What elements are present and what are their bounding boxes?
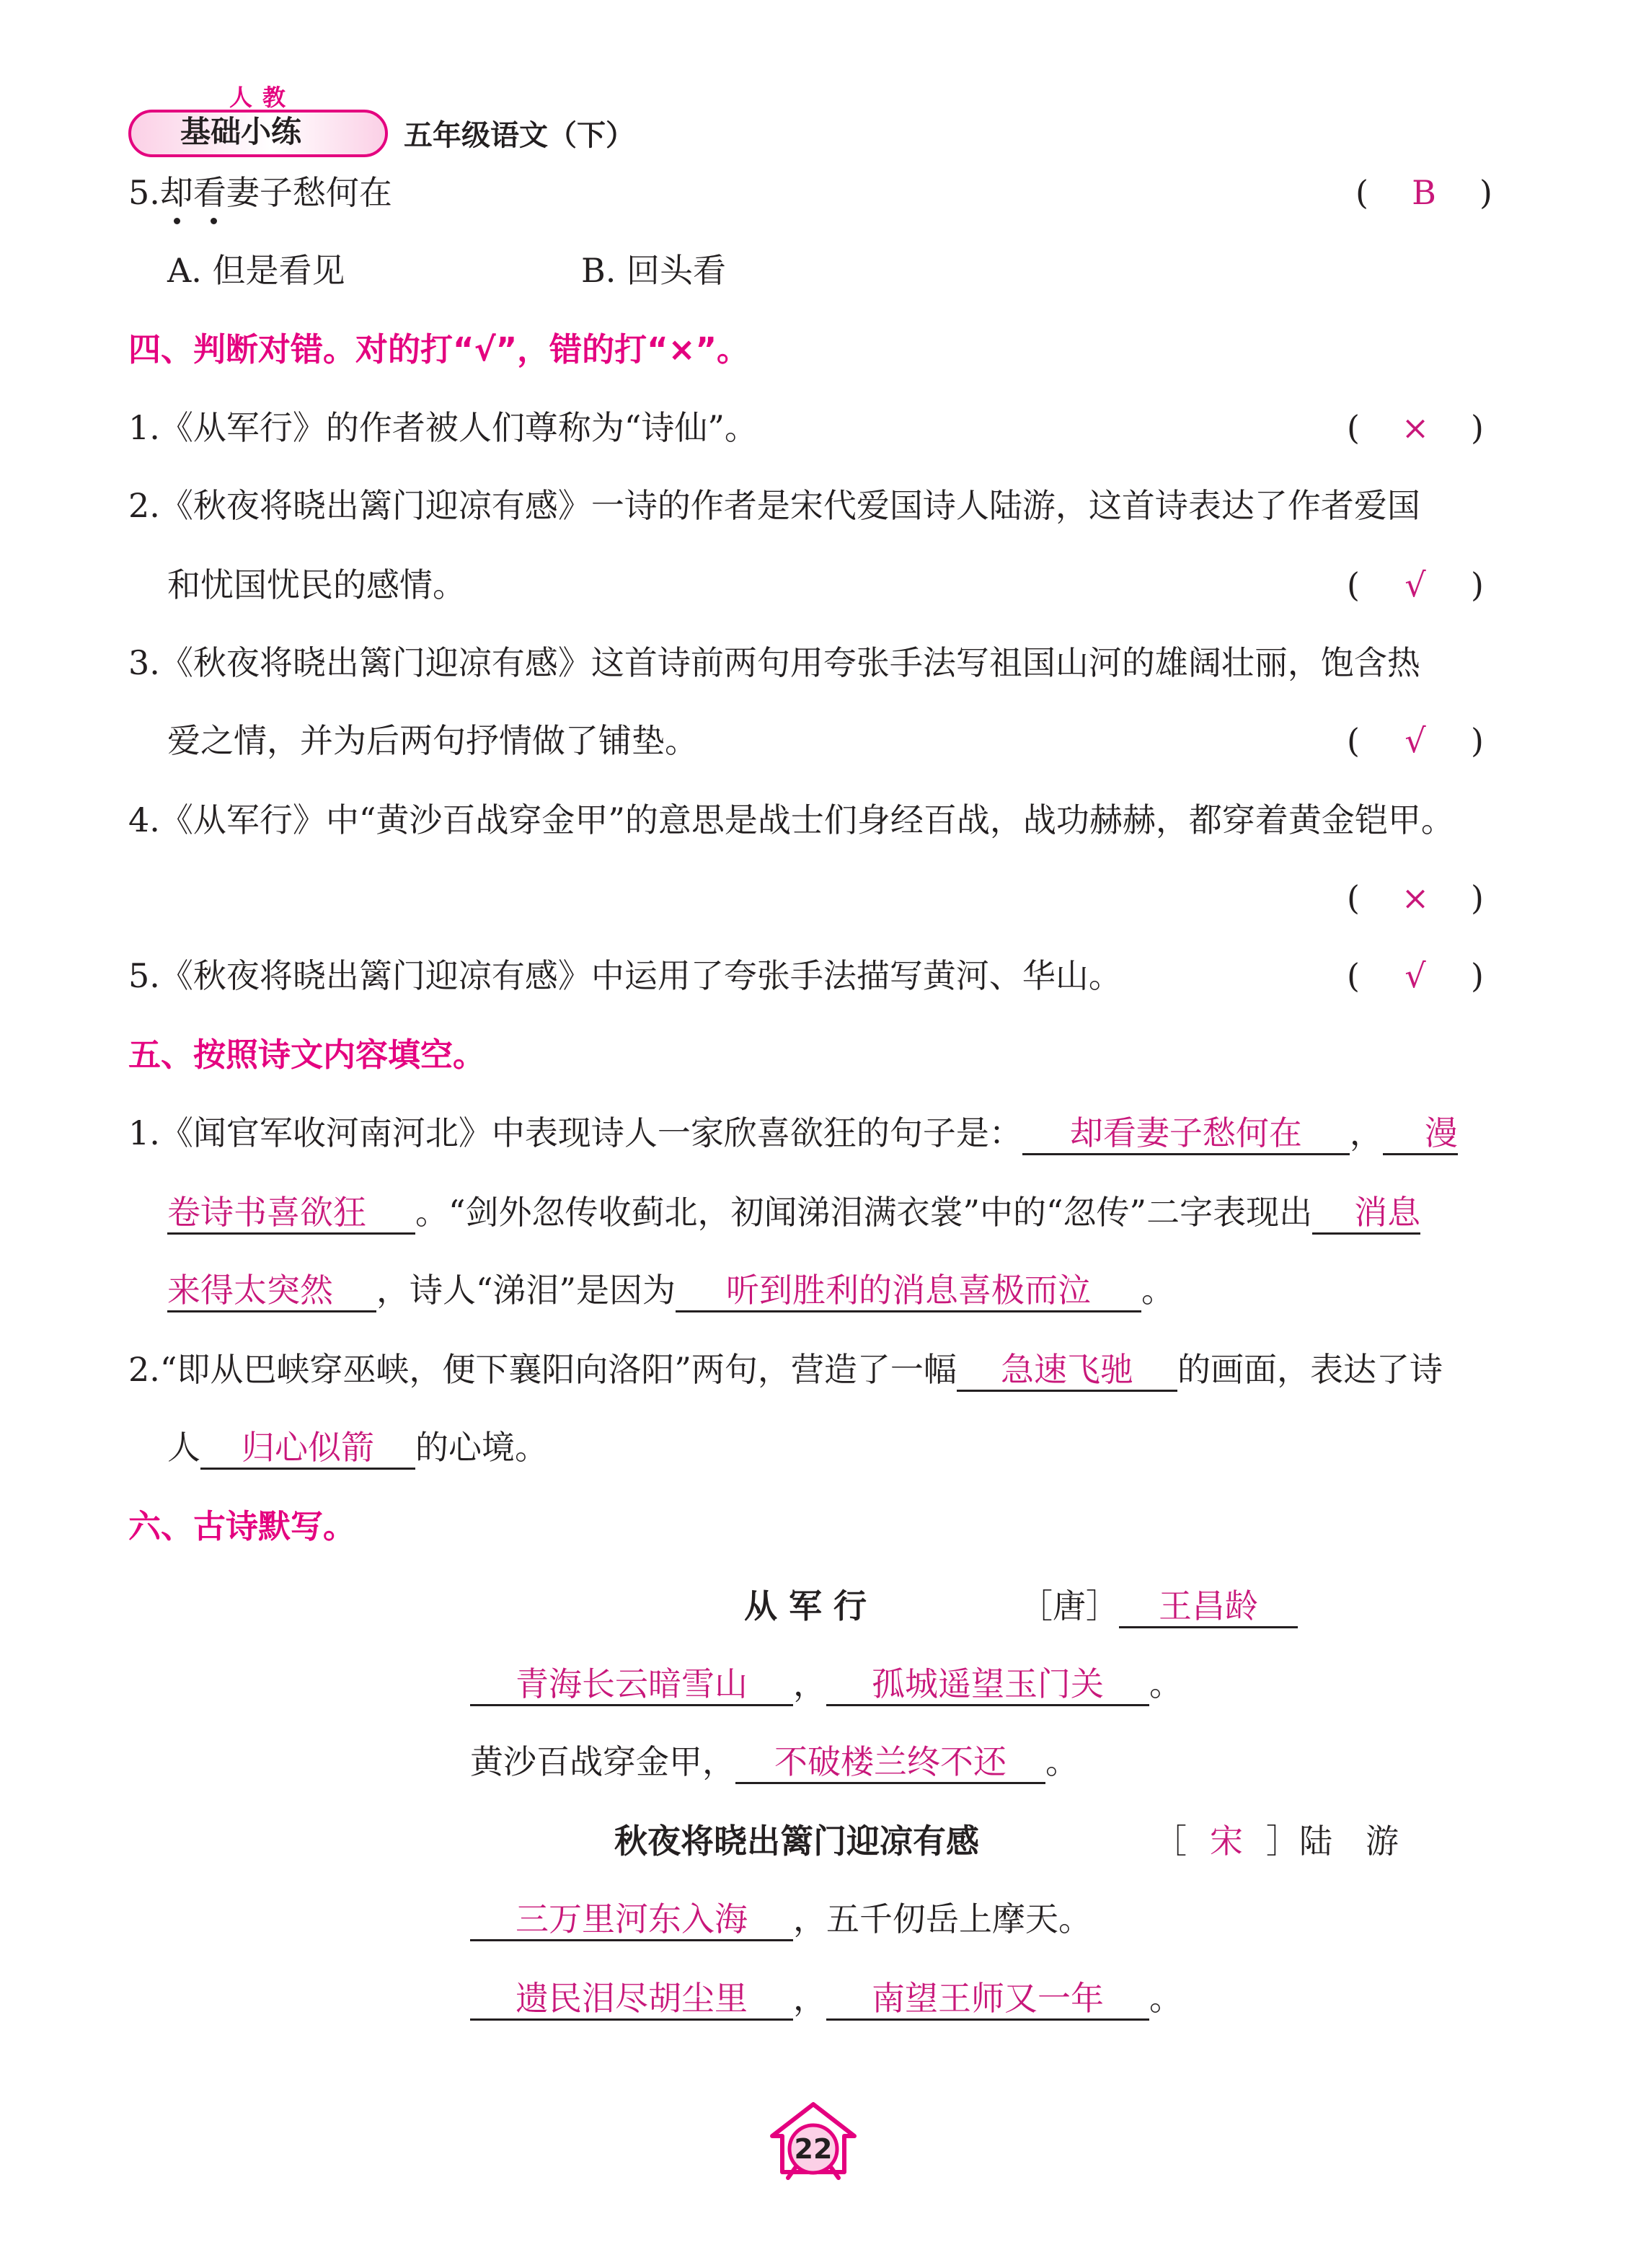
poem1-title: 从 军 行 xyxy=(744,1587,867,1625)
s4-item4: 4.《从军行》中“黄沙百战穿金甲”的意思是战士们身经百战，战功赫赫，都穿着黄金铠甲。 xyxy=(128,800,1454,839)
emphasis-dot xyxy=(211,218,217,224)
poem2-dynasty: 宋 xyxy=(1210,1822,1243,1861)
s4-item1-text: 《从军行》的作者被人们尊称为“诗仙”。 xyxy=(159,408,758,447)
s4-item2-line2: 和忧国忧民的感情。 xyxy=(167,565,466,604)
s5-q1-blank-1: 却看妻子愁何在 xyxy=(1022,1113,1350,1155)
q3-item5-option-b: B. 回头看 xyxy=(581,251,727,290)
s4-item5-paren: ( √ ) xyxy=(1347,953,1484,998)
s5-q2-blank-2: 归心似箭 xyxy=(200,1427,415,1470)
q3-item5 xyxy=(128,170,392,215)
s5-q1-blank-3b: 来得太突然 xyxy=(167,1270,376,1312)
s4-item1-mark: × xyxy=(1401,408,1430,447)
section4-title: 四、判断对错。对的打“√”，错的打“×”。 xyxy=(128,330,750,369)
s4-item3-text: 《秋夜将晓出篱门迎凉有感》这首诗前两句用夸张手法写祖国山河的雄阔壮丽，饱含热 xyxy=(159,643,1420,682)
s4-item4-mark: × xyxy=(1401,878,1430,917)
s4-item2-text: 《秋夜将晓出篱门迎凉有感》一诗的作者是宋代爱国诗人陆游，这首诗表达了作者爱国 xyxy=(159,486,1420,525)
poem2-author: 陆 游 xyxy=(1299,1822,1399,1861)
s4-item1-paren: ( × ) xyxy=(1347,405,1484,450)
poem2-l1-blank: 三万里河东入海 xyxy=(470,1899,793,1941)
s5-q1-line3: 来得太突然 ，诗人“涕泪”是因为 听到胜利的消息喜极而泣 。 xyxy=(167,1268,1174,1312)
poem1-l2-blank: 不破楼兰终不还 xyxy=(735,1742,1045,1784)
s5-q2-line2: 人 归心似箭 的心境。 xyxy=(167,1425,548,1470)
poem2-title: 秋夜将晓出篱门迎凉有感 xyxy=(614,1822,979,1861)
s4-item1: 1.《从军行》的作者被人们尊称为“诗仙”。 xyxy=(128,408,758,447)
page-number: 22 xyxy=(794,2133,833,2165)
s5-q1-blank-3a: 消息 xyxy=(1312,1192,1420,1235)
s4-item5: 5.《秋夜将晓出篱门迎凉有感》中运用了夸张手法描写黄河、华山。 xyxy=(128,956,1122,995)
poem1-author-blank: 王昌龄 xyxy=(1119,1586,1298,1628)
q3-item5-number: 5. xyxy=(128,173,160,212)
poem2-byline: ［ 宋 ］陆 游 xyxy=(1154,1819,1399,1863)
s5-q1-blank-2a: 漫 xyxy=(1383,1113,1458,1155)
series-title: 基础小练 xyxy=(180,114,302,149)
poem2-l2-blank2: 南望王师又一年 xyxy=(826,1978,1149,2021)
s4-item3-paren: ( √ ) xyxy=(1347,718,1484,763)
s4-item5-mark: √ xyxy=(1404,956,1426,995)
s4-item2: 2.《秋夜将晓出篱门迎凉有感》一诗的作者是宋代爱国诗人陆游，这首诗表达了作者爱国 xyxy=(128,486,1420,525)
emphasis-dot xyxy=(174,218,180,224)
page-number-badge xyxy=(766,2100,860,2187)
poem2-l2-blank1: 遗民泪尽胡尘里 xyxy=(470,1978,793,2021)
s4-item3: 3.《秋夜将晓出篱门迎凉有感》这首诗前两句用夸张手法写祖国山河的雄阔壮丽，饱含热 xyxy=(128,643,1420,682)
s4-item4-text: 《从军行》中“黄沙百战穿金甲”的意思是战士们身经百战，战功赫赫，都穿着黄金铠甲。 xyxy=(159,800,1454,839)
s5-q1-blank-4: 听到胜利的消息喜极而泣 xyxy=(676,1270,1141,1312)
publisher-tag: 人教 xyxy=(229,84,296,111)
q3-item5-answer-paren: ( B ) xyxy=(1355,170,1492,215)
s4-item5-text: 《秋夜将晓出篱门迎凉有感》中运用了夸张手法描写黄河、华山。 xyxy=(159,956,1122,995)
q3-item5-option-a: A. 但是看见 xyxy=(167,251,345,290)
section6-title: 六、古诗默写。 xyxy=(128,1507,356,1545)
s5-q1-blank-2b: 卷诗书喜欲狂 xyxy=(167,1192,415,1235)
s5-q2-line1: 2.“即从巴峡穿巫峡，便下襄阳向洛阳”两句，营造了一幅 急速飞驰 的画面，表达了诗 xyxy=(128,1347,1443,1392)
poem1-dynasty: ［唐］ xyxy=(1019,1587,1119,1625)
s4-item3-line2: 爱之情，并为后两句抒情做了铺垫。 xyxy=(167,721,698,760)
poem1-l1-blank1: 青海长云暗雪山 xyxy=(470,1664,793,1706)
q3-item5-answer: B xyxy=(1412,173,1436,212)
section5-title: 五、按照诗文内容填空。 xyxy=(128,1036,486,1074)
grade-subject: 五年级语文（下） xyxy=(404,119,634,152)
s5-q2-blank-1: 急速飞驰 xyxy=(957,1349,1177,1392)
poem1-line2: 黄沙百战穿金甲， 不破楼兰终不还 。 xyxy=(470,1739,1079,1784)
q3-item5-text: 却看妻子愁何在 xyxy=(159,173,392,212)
poem2-line1: 三万里河东入海 ，五千仞岳上摩天。 xyxy=(470,1897,1092,1941)
s4-item2-mark: √ xyxy=(1404,565,1426,604)
s5-q1-line2: 卷诗书喜欲狂 。“剑外忽传收蓟北，初闻涕泪满衣裳”中的“忽传”二字表现出 消息 xyxy=(167,1190,1420,1235)
poem1-line1: 青海长云暗雪山 ， 孤城遥望玉门关 。 xyxy=(470,1662,1182,1706)
poem2-line2: 遗民泪尽胡尘里 ， 南望王师又一年 。 xyxy=(470,1976,1182,2021)
s5-q1-line1: 1.《闻官军收河南河北》中表现诗人一家欣喜欲狂的句子是： 却看妻子愁何在 ， 漫 xyxy=(128,1111,1458,1155)
poem1-byline xyxy=(1019,1584,1298,1628)
poem1-l1-blank2: 孤城遥望玉门关 xyxy=(826,1664,1149,1706)
s4-item3-mark: √ xyxy=(1404,721,1426,760)
s4-item4-paren: ( × ) xyxy=(1347,875,1484,920)
s4-item2-paren: ( √ ) xyxy=(1347,562,1484,607)
